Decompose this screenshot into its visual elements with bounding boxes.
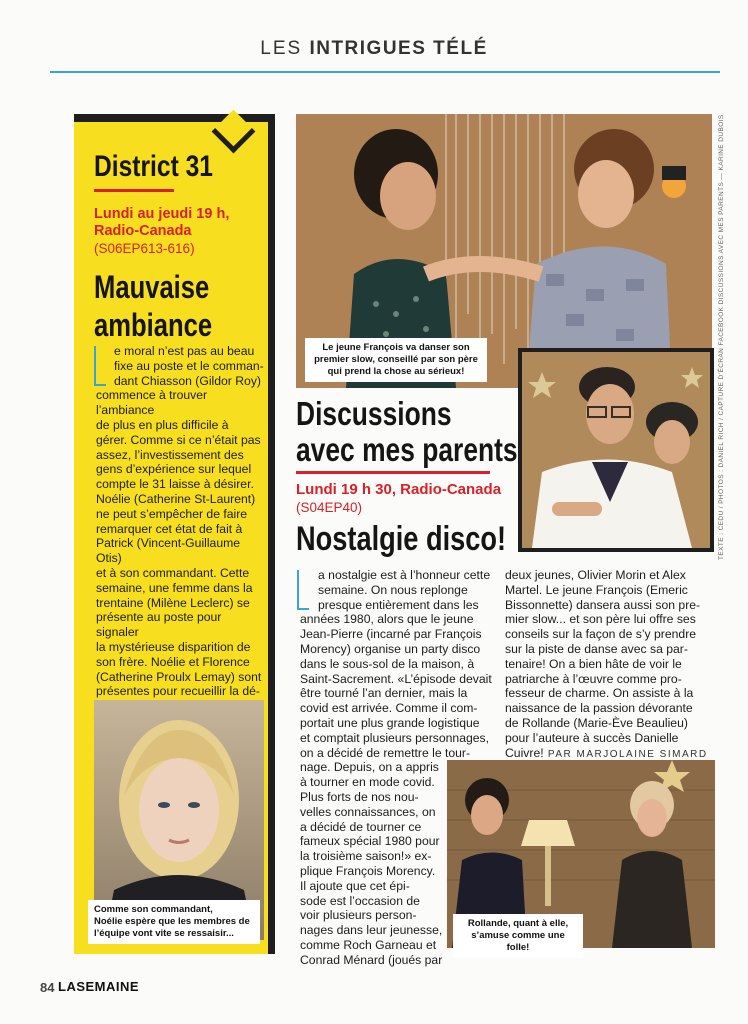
body-line: Bissonnette) dansera aussi son pre-: [505, 597, 701, 612]
body-line: deux jeunes, Olivier Morin et Alex: [505, 568, 686, 582]
photo-credit: TEXTE : CEDU / PHOTOS : DANIEL RICH / CAPTURE D’ÉCRAN FACEBOOK DISCUSSIONS AVEC MES PARENTS — KARINE DUBOIS: [718, 114, 725, 560]
body-line: patriarche à l’œuvre comme pro-: [505, 671, 682, 686]
caption-line2: Noélie espère que les membres de: [94, 916, 250, 927]
article-body-district31: [96, 344, 266, 746]
headline-line2: ambiance: [94, 307, 213, 343]
publication-logo: LASEMAINE: [58, 979, 140, 994]
body-line: conseils sur la façon de s’y prendre: [505, 627, 697, 642]
caption-line3: l’équipe vont vite se ressaisir...: [94, 928, 234, 939]
airtime-discussions: Lundi 19 h 30, Radio-Canada: [296, 481, 502, 498]
body-line: nage. Depuis, on a appris: [300, 760, 439, 775]
page-number: 84: [40, 980, 55, 995]
caption-dance-line2: premier slow, conseillé par son père: [314, 354, 478, 365]
caption-line1: Comme son commandant,: [94, 904, 213, 915]
caption-dance: [305, 338, 487, 382]
body-line: semaine, une femme dans la: [96, 580, 253, 595]
show-title-district31: District 31: [94, 150, 213, 183]
body-line: la troisième saison!» ex-: [300, 849, 432, 864]
body-line: Patrick (Vincent-Guillaume Otis): [96, 536, 241, 566]
body-line: et à son commandant. Cette: [96, 565, 250, 580]
title-underline: [94, 189, 174, 192]
body-line: gérer. Comme si ce n’était pas: [96, 432, 261, 447]
body-line: Plus forts de nos nou-: [300, 789, 419, 804]
body-line: a décidé de tourner ce: [300, 819, 422, 834]
photo-disco-father: [518, 348, 714, 552]
body-line: ne peut s’empêcher de faire: [96, 506, 248, 521]
show-title-line1: Discussions: [296, 395, 452, 432]
body-line: sode est l’occasion de: [300, 893, 420, 908]
body-line: de Rollande (Marie-Ève Beaulieu): [505, 715, 688, 730]
show-title-line2: avec mes parents: [296, 431, 518, 468]
body-line: Saint-Sacrement. «L’épisode devait: [300, 671, 492, 686]
body-line: être tourné l’an dernier, mais la: [300, 686, 468, 701]
body-line: pour l’auteure à succès Danielle: [505, 730, 679, 745]
body-line: semaine. On nous replonge: [318, 582, 468, 597]
body-line: compte le 31 laisse à désirer.: [96, 477, 254, 492]
body-line: nages dans leur jeunesse,: [300, 923, 443, 938]
body-line: Noélie (Catherine St-Laurent): [96, 491, 256, 506]
article-body-col2: [505, 568, 715, 762]
caption-noelie: [88, 900, 260, 944]
body-line: présente au poste pour signaler: [96, 610, 222, 640]
body-line: portait une plus grande logistique: [300, 715, 480, 730]
discussions-underline: [296, 471, 490, 474]
body-line: années 1980, alors que le jeune: [300, 612, 474, 627]
body-line: fesseur de charme. On assiste à la: [505, 686, 694, 701]
body-line: mier slow... et son père lui offre ses: [505, 612, 696, 627]
body-line: Il ajoute que cet épi-: [300, 878, 410, 893]
body-line: tenaire! On a bien hâte de voir le: [505, 656, 682, 671]
body-line: présentes pour recueillir la dé-: [96, 684, 260, 699]
show-title-discussions: [296, 396, 518, 468]
airtime-line1: Lundi au jeudi 19 h,: [94, 206, 230, 222]
body-line: sur la piste de danse avec sa par-: [505, 641, 688, 656]
body-line: covid est arrivée. Comme il com-: [300, 701, 478, 716]
body-line: la mystérieuse disparition de: [96, 639, 251, 654]
body-line: son frère. Noélie et Florence: [96, 654, 250, 669]
section-header-light: LES: [260, 38, 310, 59]
body-line: dant Chiasson (Gildor Roy): [114, 373, 261, 388]
body-line: à tourner en mode covid.: [300, 775, 435, 790]
body-line: assez, l’investissement des: [96, 447, 244, 462]
body-line: Cuivre! PAR MARJOLAINE SIMARD: [505, 745, 708, 760]
caption-dance-line3: qui prend la chose au sérieux!: [327, 366, 465, 377]
body-line: commence à trouver l’ambiance: [96, 388, 208, 418]
body-line: plique François Morency.: [300, 863, 436, 878]
section-header: [0, 38, 748, 60]
section-header-bold: INTRIGUES TÉLÉ: [309, 38, 488, 59]
byline: PAR MARJOLAINE SIMARD: [543, 748, 708, 760]
panel-edge: [268, 114, 275, 954]
body-line: e moral n’est pas au beau: [114, 344, 255, 358]
body-line: de plus en plus difficile à: [96, 417, 229, 432]
body-line: fixe au poste et le comman-: [114, 358, 264, 373]
airtime-district31: [94, 206, 266, 240]
body-line: gens d’expérience sur lequel: [96, 462, 252, 477]
caption-dance-line1: Le jeune François va danser son: [322, 342, 470, 353]
body-line: trentaine (Milène Leclerc) se: [96, 595, 250, 610]
caption-rollande: [453, 914, 583, 958]
headline-line1: Mauvaise: [94, 269, 210, 305]
episode-district31: (S06EP613-616): [94, 241, 195, 256]
body-line: fameux spécial 1980 pour: [300, 834, 440, 849]
body-line: voir plusieurs person-: [300, 908, 417, 923]
body-line: Jean-Pierre (incarné par François: [300, 627, 482, 642]
body-line: comme Roch Garneau et: [300, 937, 437, 952]
headline-nostalgie: Nostalgie disco!: [296, 520, 507, 558]
body-line: dans le sous-sol de la maison, à: [300, 656, 475, 671]
headline-mauvaise-ambiance: [94, 268, 212, 344]
header-divider: [50, 71, 720, 73]
body-line: (Catherine Proulx Lemay) sont: [96, 669, 262, 684]
airtime-line2: Radio-Canada: [94, 223, 192, 239]
body-line: Conrad Ménard (joués par: [300, 952, 443, 967]
body-line: remarquer cet état de fait à: [96, 521, 243, 536]
body-line: velles connaissances, on: [300, 804, 436, 819]
body-line: Martel. Le jeune François (Emeric: [505, 582, 688, 597]
body-line: Morency) organise un party disco: [300, 641, 481, 656]
caption-rollande-line1: Rollande, quant à elle,: [467, 918, 569, 929]
episode-discussions: (S04EP40): [296, 500, 363, 515]
body-line: on a décidé de remettre le tour-: [300, 745, 471, 760]
body-line: presque entièrement dans les: [318, 597, 479, 612]
body-line: naissance de la passion dévorante: [505, 701, 693, 716]
body-line: a nostalgie est à l’honneur cette: [318, 568, 491, 582]
caption-rollande-line2: s’amuse comme une folle!: [471, 930, 565, 953]
body-line: et comptait plusieurs personnages,: [300, 730, 490, 745]
